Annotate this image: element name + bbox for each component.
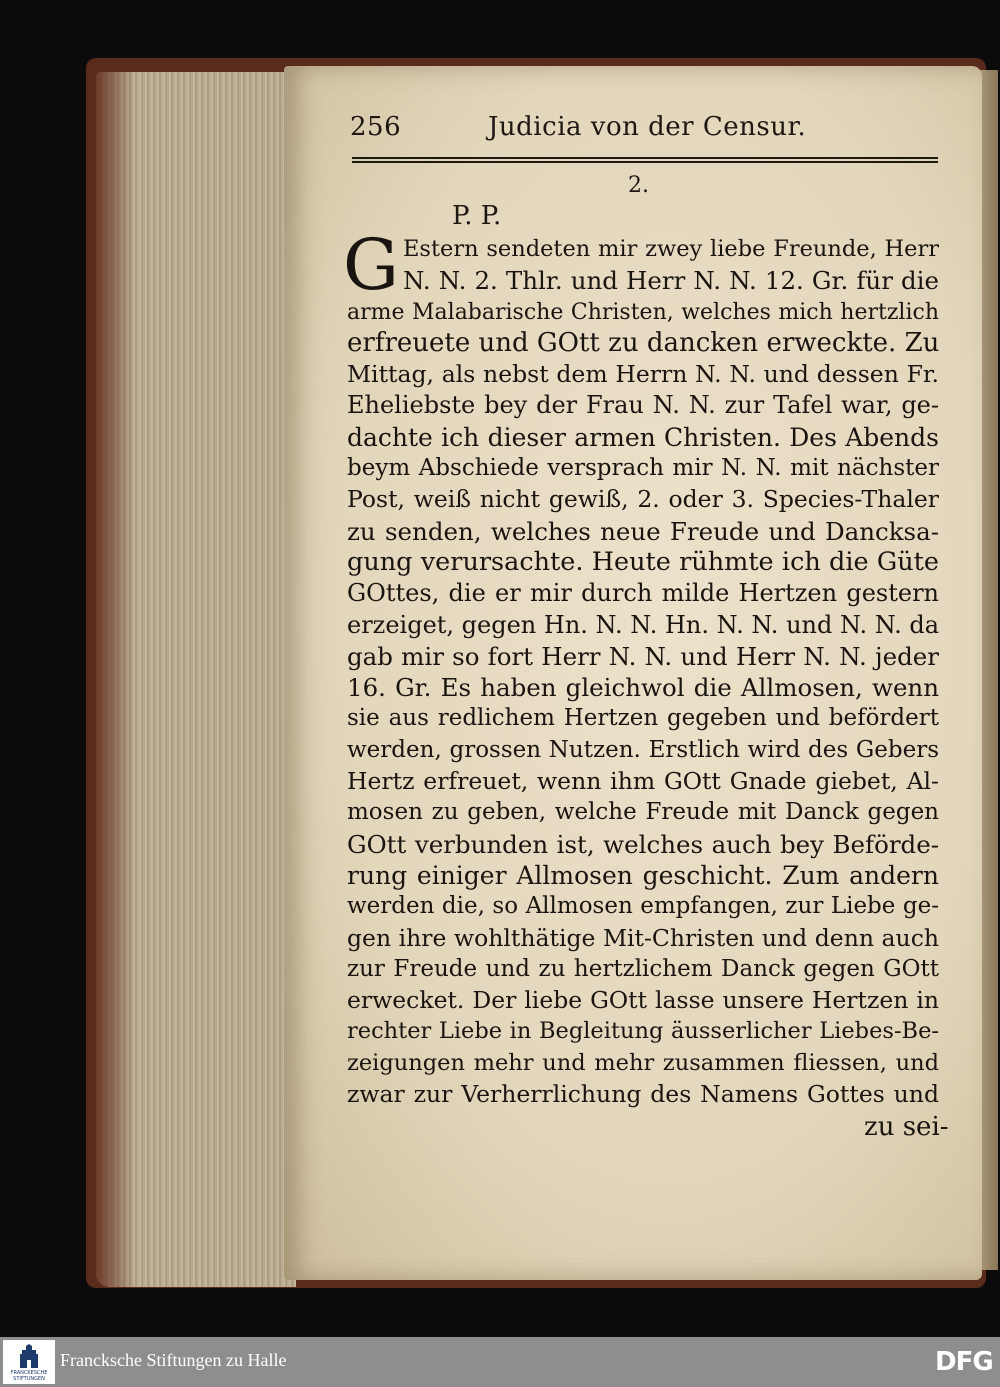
text-line: dachte ich dieser armen Christen. Des Abends — [347, 422, 939, 452]
text-line: N. N. 2. Thlr. und Herr N. N. 12. Gr. für die — [403, 266, 939, 296]
text-line: zeigungen mehr und mehr zusammen fliessen, und — [347, 1049, 939, 1076]
dfg-logo[interactable]: DFG — [935, 1347, 993, 1377]
text-line: gen ihre wohlthätige Mit-Christen und denn auch — [347, 923, 939, 952]
drop-cap: G — [343, 224, 399, 306]
text-line: werden, grossen Nutzen. Erstlich wird des Gebers — [347, 736, 939, 763]
text-line: GOttes, die er mir durch milde Hertzen gestern — [347, 579, 939, 608]
text-line: erfreuete und GOtt zu dancken erweckte. Zu — [347, 327, 939, 358]
text-line: zwar zur Verherrlichung des Namens Gottes und — [347, 1080, 939, 1109]
institution-name[interactable]: Francksche Stiftungen zu Halle — [60, 1350, 287, 1370]
text-line: Hertz erfreuet, wenn ihm GOtt Gnade giebet, Al- — [347, 767, 939, 796]
text-line: rechter Liebe in Begleitung äusserlicher Liebes-Be- — [347, 1018, 939, 1045]
text-line: 16. Gr. Es haben gleichwol die Allmosen, wenn — [347, 673, 939, 703]
letter-body — [347, 234, 939, 1110]
text-line: sie aus redlichem Hertzen gegeben und befördert — [347, 705, 939, 732]
text-line: erwecket. Der liebe GOtt lasse unsere Hertzen in — [347, 986, 939, 1015]
text-line: Eheliebste bey der Frau N. N. zur Tafel war, ge- — [347, 391, 939, 420]
text-line: Mittag, als nebst dem Herrn N. N. und dessen Fr. — [347, 360, 939, 389]
text-line: werden die, so Allmosen empfangen, zur Liebe ge- — [347, 893, 939, 920]
running-head — [350, 112, 940, 152]
text-line: zur Freude und zu hertzlichem Danck gegen GOtt — [347, 955, 939, 982]
text-line: arme Malabarische Christen, welches mich hertzlich — [347, 299, 939, 325]
section-number: 2. — [628, 173, 649, 198]
text-line: rung einiger Allmosen geschicht. Zum andern — [347, 860, 939, 890]
text-line: Estern sendeten mir zwey liebe Freunde, Herr — [403, 236, 939, 262]
salutation: P. P. — [452, 201, 502, 231]
catchword: zu sei- — [864, 1112, 949, 1142]
running-title: Judicia von der Censur. — [488, 112, 807, 142]
logo-text: FRANCKESCHE STIFTUNGEN — [10, 1370, 48, 1382]
page-edges — [96, 72, 296, 1287]
text-line: beym Abschiede versprach mir N. N. mit nächster — [347, 455, 939, 482]
text-line: gung verursachte. Heute rühmte ich die Güte — [347, 546, 939, 577]
page-number: 256 — [350, 112, 402, 142]
institution-logo[interactable] — [3, 1340, 55, 1384]
header-rule — [352, 157, 938, 163]
orphanage-icon — [18, 1344, 40, 1370]
text-line: zu senden, welches neue Freude und Dancksa- — [347, 516, 939, 546]
text-line: gab mir so fort Herr N. N. und Herr N. N. jeder — [347, 641, 939, 671]
viewer-footer — [0, 1337, 1000, 1387]
text-line: Post, weiß nicht gewiß, 2. oder 3. Species-Thaler — [347, 485, 939, 514]
text-line: erzeiget, gegen Hn. N. N. Hn. N. N. und N. N. da — [347, 610, 939, 639]
text-line: mosen zu geben, welche Freude mit Danck gegen — [347, 799, 939, 826]
text-line: GOtt verbunden ist, welches auch bey Beförde- — [347, 829, 939, 859]
